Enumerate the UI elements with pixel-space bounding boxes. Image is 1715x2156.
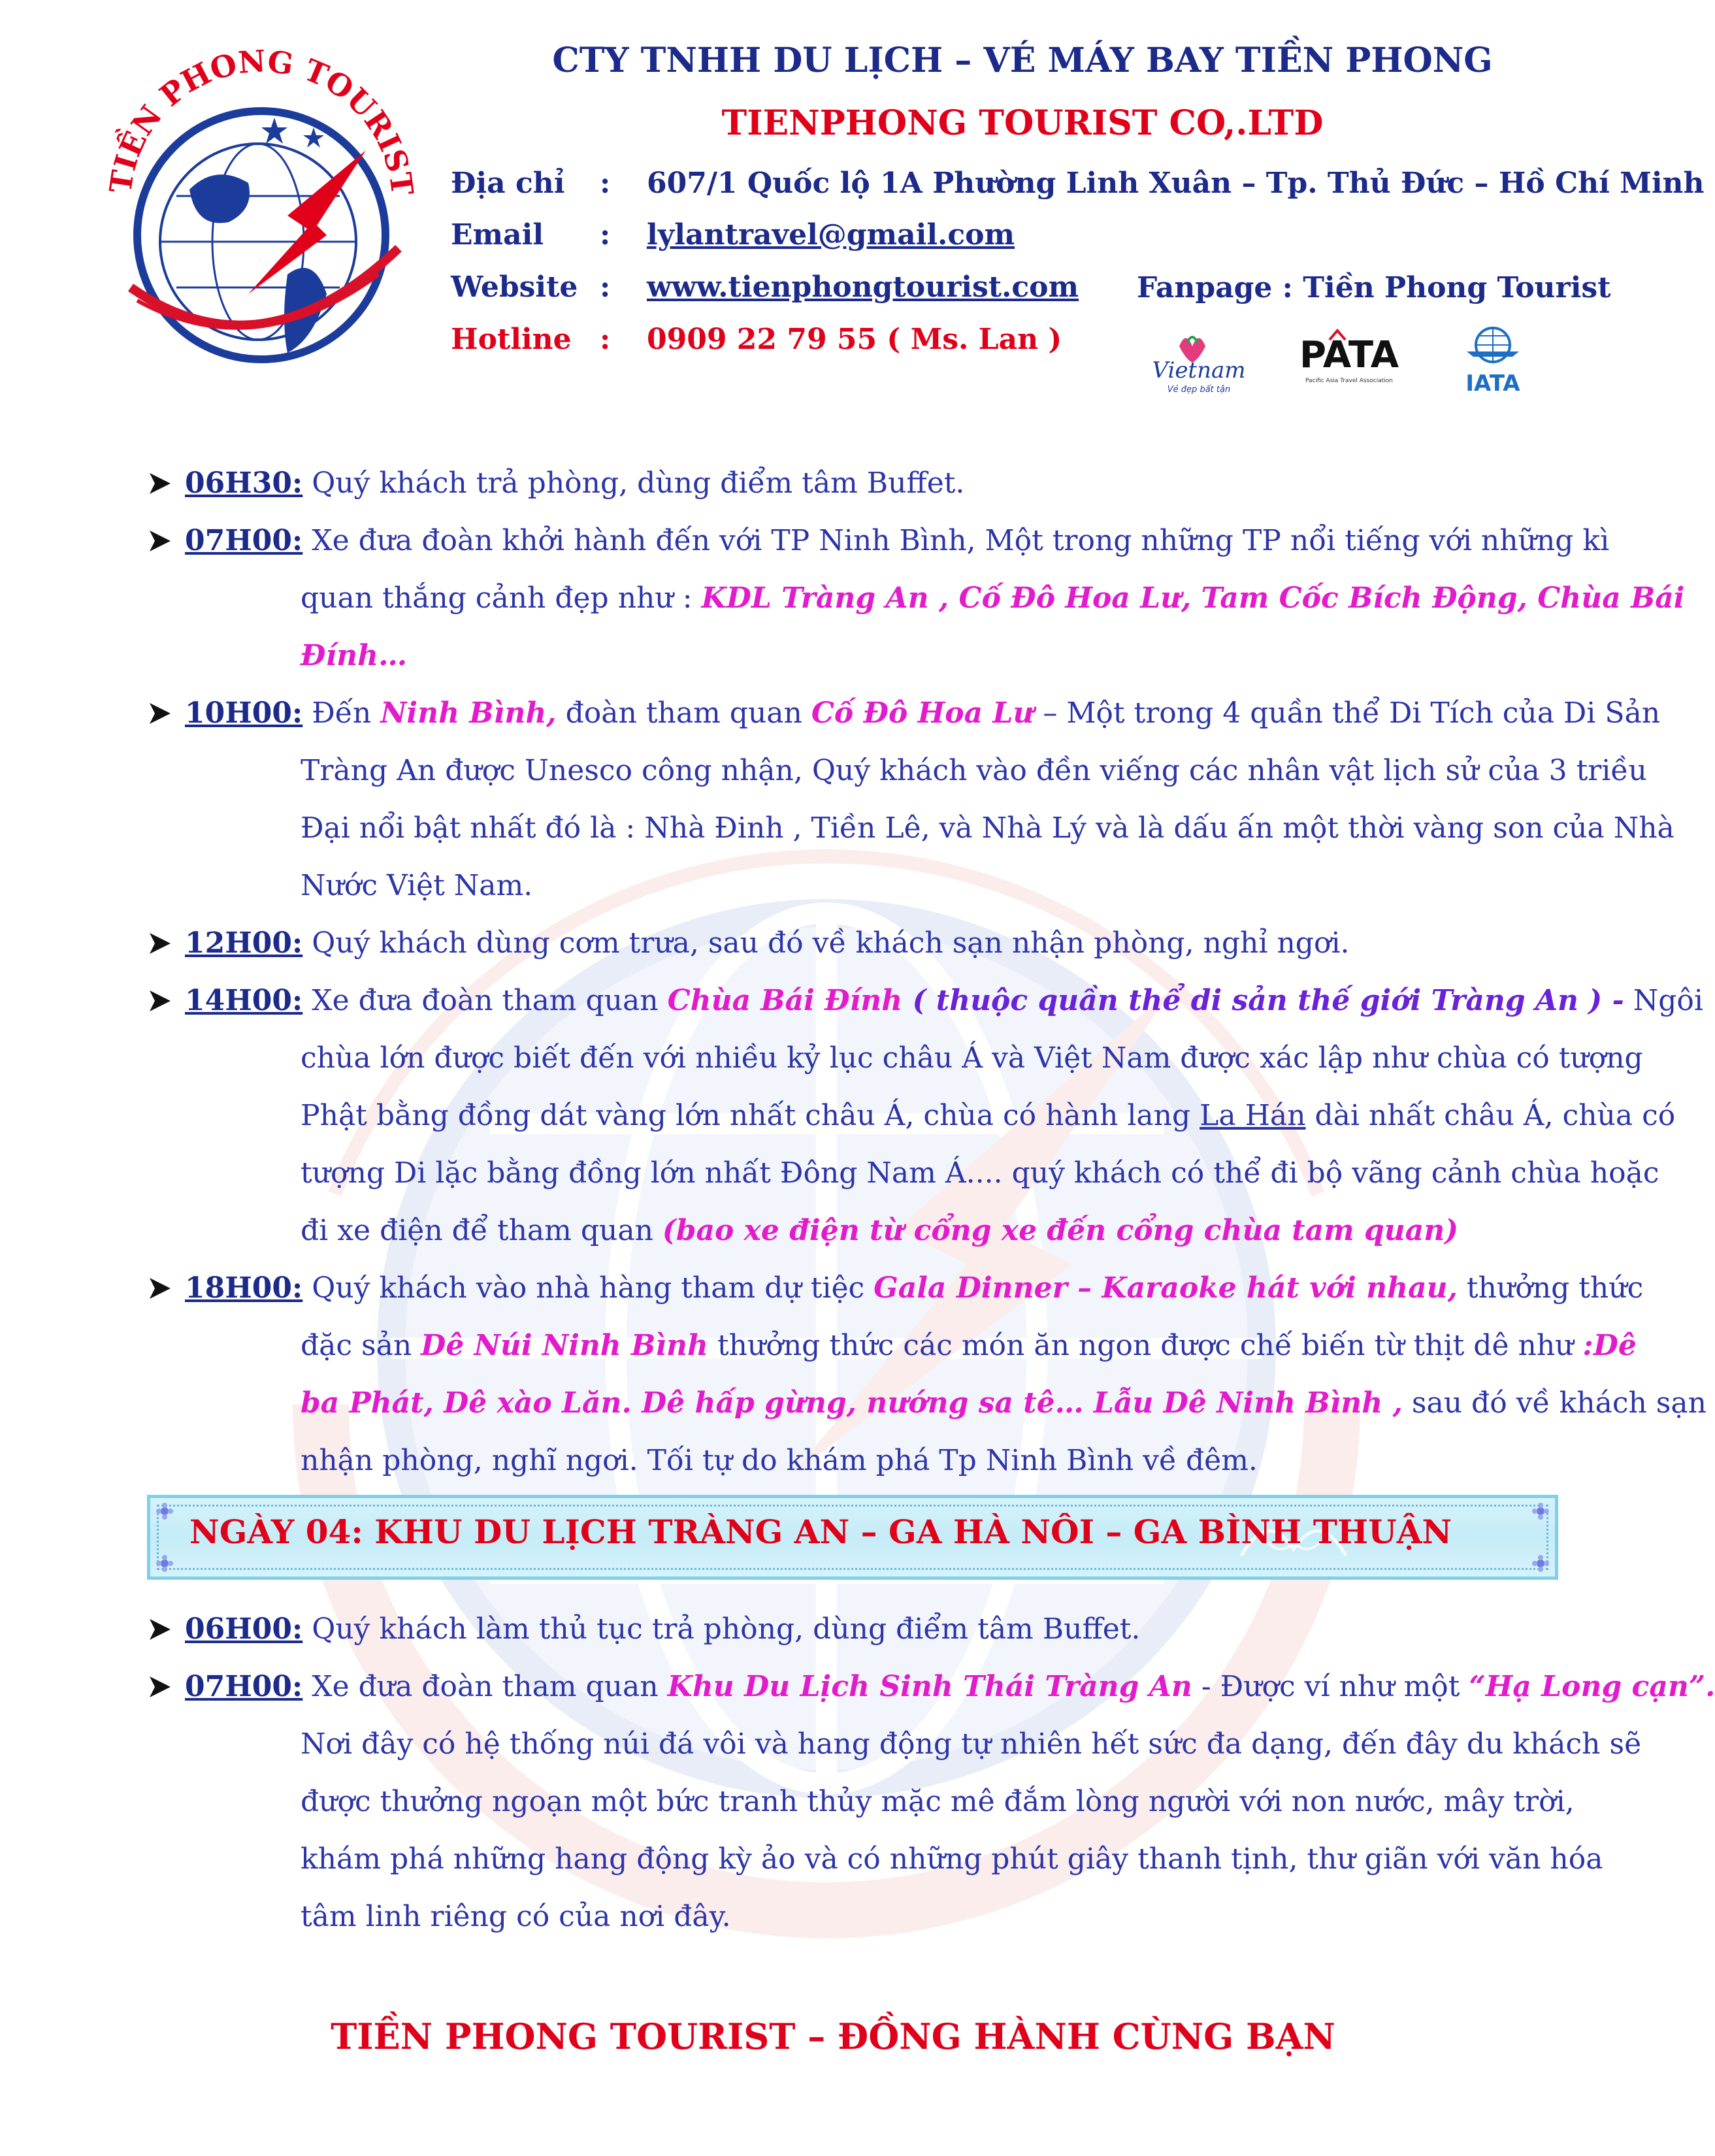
item-text-line: Nơi đây có hệ thống núi đá vôi và hang động tự nhiên hết sức đa dạng, đến đây du khách sẽ [301, 1727, 1642, 1761]
item-text-line: tượng Di lặc bằng đồng lớn nhất Đông Nam Á.... quý khách có thể đi bộ vãng cảnh chùa hoặc [301, 1156, 1659, 1190]
email-link[interactable]: lylantravel@gmail.com [647, 218, 1015, 252]
item-text-line: Đại nổi bật nhất đó là : Nhà Đinh , Tiền Lê, và Nhà Lý và là dấu ấn một thời vàng son của Nhà [301, 811, 1674, 845]
itinerary-item [185, 685, 1660, 742]
address-label: Địa chỉ [451, 167, 565, 200]
bullet-arrow-icon [147, 988, 173, 1014]
iata-text: IATA [1465, 370, 1520, 397]
company-name-vn: CTY TNHH DU LỊCH – VÉ MÁY BAY TIỀN PHONG [552, 41, 1493, 80]
bullet-arrow-icon [147, 1616, 173, 1642]
email-label: Email [451, 218, 544, 252]
time-label: 18H00: [185, 1271, 303, 1305]
time-label: 12H00: [185, 926, 303, 960]
time-label: 10H00: [185, 696, 303, 730]
itinerary-item [185, 972, 1703, 1030]
item-text: Quý khách làm thủ tục trả phòng, dùng điểm tâm Buffet. [302, 1612, 1141, 1646]
highlight-text: Chùa Bái Đính [667, 984, 903, 1017]
item-text: đi xe điện để tham quan [301, 1214, 662, 1247]
day-4-banner [147, 1495, 1558, 1580]
item-text-line [301, 1317, 1637, 1375]
hotline-label: Hotline [451, 323, 572, 356]
company-logo [91, 39, 431, 392]
highlight-text: Dê Núi Ninh Bình [421, 1329, 708, 1362]
company-name-en: TIENPHONG TOURIST CO,.LTD [721, 103, 1324, 143]
item-text-line: khám phá những hang động kỳ ảo và có những phút giây thanh tịnh, thư giãn với văn hóa [301, 1842, 1603, 1876]
item-text: Quý khách trả phòng, dùng điểm tâm Buffet. [302, 466, 965, 500]
item-text-line: chùa lớn được biết đến với nhiều kỷ lục châu Á và Việt Nam được xác lập như chùa có tượng [301, 1041, 1643, 1075]
flower-icon [1531, 1502, 1550, 1520]
highlight-text: Đính… [301, 639, 408, 672]
item-text: thưởng thức [1457, 1271, 1644, 1305]
itinerary-item [185, 1260, 1643, 1317]
iata-logo [1454, 320, 1532, 399]
footer-slogan: TIỀN PHONG TOURIST – ĐỒNG HÀNH CÙNG BẠN [331, 2016, 1335, 2057]
website-label: Website [451, 270, 578, 304]
highlight-text: “Hạ Long cạn”. [1469, 1670, 1715, 1703]
bullet-arrow-icon [147, 528, 173, 554]
address-value: 607/1 Quốc lộ 1A Phường Linh Xuân – Tp. Thủ Đức – Hồ Chí Minh [647, 167, 1705, 200]
item-text: thưởng thức các món ăn ngon được chế biến từ thịt dê như [708, 1329, 1583, 1362]
highlight-text: KDL Tràng An , Cố Đô Hoa Lư, Tam Cốc Bích Động, Chùa Bái [701, 581, 1685, 615]
time-label: 07H00: [185, 524, 303, 557]
flower-icon [155, 1502, 174, 1520]
item-text: Xe đưa đoàn tham quan [302, 1670, 668, 1703]
item-text: Quý khách vào nhà hàng tham dự tiệc [302, 1271, 874, 1305]
bullet-arrow-icon [147, 470, 173, 497]
flower-icon [155, 1554, 174, 1573]
item-text: – Một trong 4 quần thể Di Tích của Di Sản [1034, 696, 1661, 730]
itinerary-item [185, 1601, 1140, 1658]
item-text: dài nhất châu Á, chùa có [1305, 1099, 1676, 1132]
vietnam-subtext: Vẻ đẹp bất tận [1167, 385, 1231, 395]
highlight-text: Cố Đô Hoa Lư [811, 696, 1034, 730]
colon: : [600, 270, 611, 304]
pata-subtext: Pacific Asia Travel Association [1305, 378, 1394, 384]
item-text-line: nhận phòng, nghĩ ngơi. Tối tự do khám phá Tp Ninh Bình về đêm. [301, 1444, 1258, 1477]
item-text-line: Nước Việt Nam. [301, 869, 533, 902]
item-text: Quý khách dùng cơm trưa, sau đó về khách sạn nhận phòng, nghỉ ngơi. [302, 926, 1350, 960]
item-text: La Hán [1200, 1099, 1306, 1132]
item-text-line: Tràng An được Unesco công nhận, Quý khách vào đền viếng các nhân vật lịch sử của 3 triều [301, 754, 1647, 787]
item-text: đặc sản [301, 1329, 421, 1362]
itinerary-item [185, 512, 1609, 570]
item-text-line [301, 1087, 1675, 1145]
highlight-text: ba Phát, Dê xào Lăn. Dê hấp gừng, nướng sa tê… Lẫu Dê Ninh Bình , [301, 1386, 1403, 1420]
item-text-line: tâm linh riêng có của nơi đây. [301, 1900, 731, 1933]
time-label: 06H30: [185, 466, 303, 500]
item-text: - Được ví như một [1192, 1670, 1469, 1703]
highlight-text: Gala Dinner – Karaoke hát với nhau, [874, 1271, 1458, 1305]
hotline-value: 0909 22 79 55 ( Ms. Lan ) [647, 323, 1062, 356]
highlight-text: Ninh Bình, [380, 696, 557, 730]
item-text: quan thắng cảnh đẹp như : [301, 581, 702, 615]
highlight-text: Khu Du Lịch Sinh Thái Tràng An [667, 1670, 1192, 1703]
item-text-line: được thưởng ngoạn một bức tranh thủy mặc mê đắm lòng người với non nước, mây trời, [301, 1785, 1575, 1818]
colon: : [600, 323, 611, 356]
itinerary-item [185, 455, 964, 512]
item-text-line [301, 570, 1685, 627]
bullet-arrow-icon [147, 930, 173, 956]
bullet-arrow-icon [147, 700, 173, 727]
pata-text: PATA [1299, 334, 1399, 376]
fanpage-text: Fanpage : Tiền Phong Tourist [1137, 271, 1611, 304]
vietnam-logo [1140, 320, 1258, 399]
highlight-text: ( thuộc quần thể di sản thế giới Tràng An ) - [902, 984, 1624, 1017]
bullet-arrow-icon [147, 1275, 173, 1301]
item-text-line [301, 1375, 1707, 1432]
colon: : [600, 218, 611, 252]
time-label: 07H00: [185, 1670, 303, 1703]
time-label: 06H00: [185, 1612, 303, 1646]
bullet-arrow-icon [147, 1674, 173, 1700]
item-text: Đến [302, 696, 381, 730]
item-text: sau đó về khách sạn [1402, 1386, 1707, 1420]
colon: : [600, 167, 611, 200]
item-text: Phật bằng đồng dát vàng lớn nhất châu Á, chùa có hành lang [301, 1099, 1200, 1132]
day-4-title: NGÀY 04: KHU DU LỊCH TRÀNG AN – GA HÀ NÔI – GA BÌNH THUẬN [189, 1512, 1452, 1551]
itinerary-item [185, 1658, 1715, 1716]
item-text: Xe đưa đoàn khởi hành đến với TP Ninh Bình, Một trong những TP nổi tiếng với những kì [302, 524, 1610, 557]
website-link[interactable]: www.tienphongtourist.com [647, 270, 1079, 304]
item-text: đoàn tham quan [556, 696, 811, 730]
item-text: Xe đưa đoàn tham quan [302, 984, 668, 1017]
time-label: 14H00: [185, 984, 303, 1017]
pata-logo [1290, 320, 1408, 399]
highlight-text: :Dê [1582, 1329, 1637, 1362]
item-text: Ngôi [1624, 984, 1703, 1017]
item-text-line [301, 1202, 1458, 1260]
flower-icon [1531, 1554, 1550, 1573]
itinerary-item [185, 915, 1350, 972]
vietnam-text: Vietnam [1152, 357, 1246, 384]
logo-text: TIỀN PHONG TOURIST [103, 43, 421, 198]
highlight-text: (bao xe điện từ cổng xe đến cổng chùa tam quan) [662, 1214, 1459, 1247]
